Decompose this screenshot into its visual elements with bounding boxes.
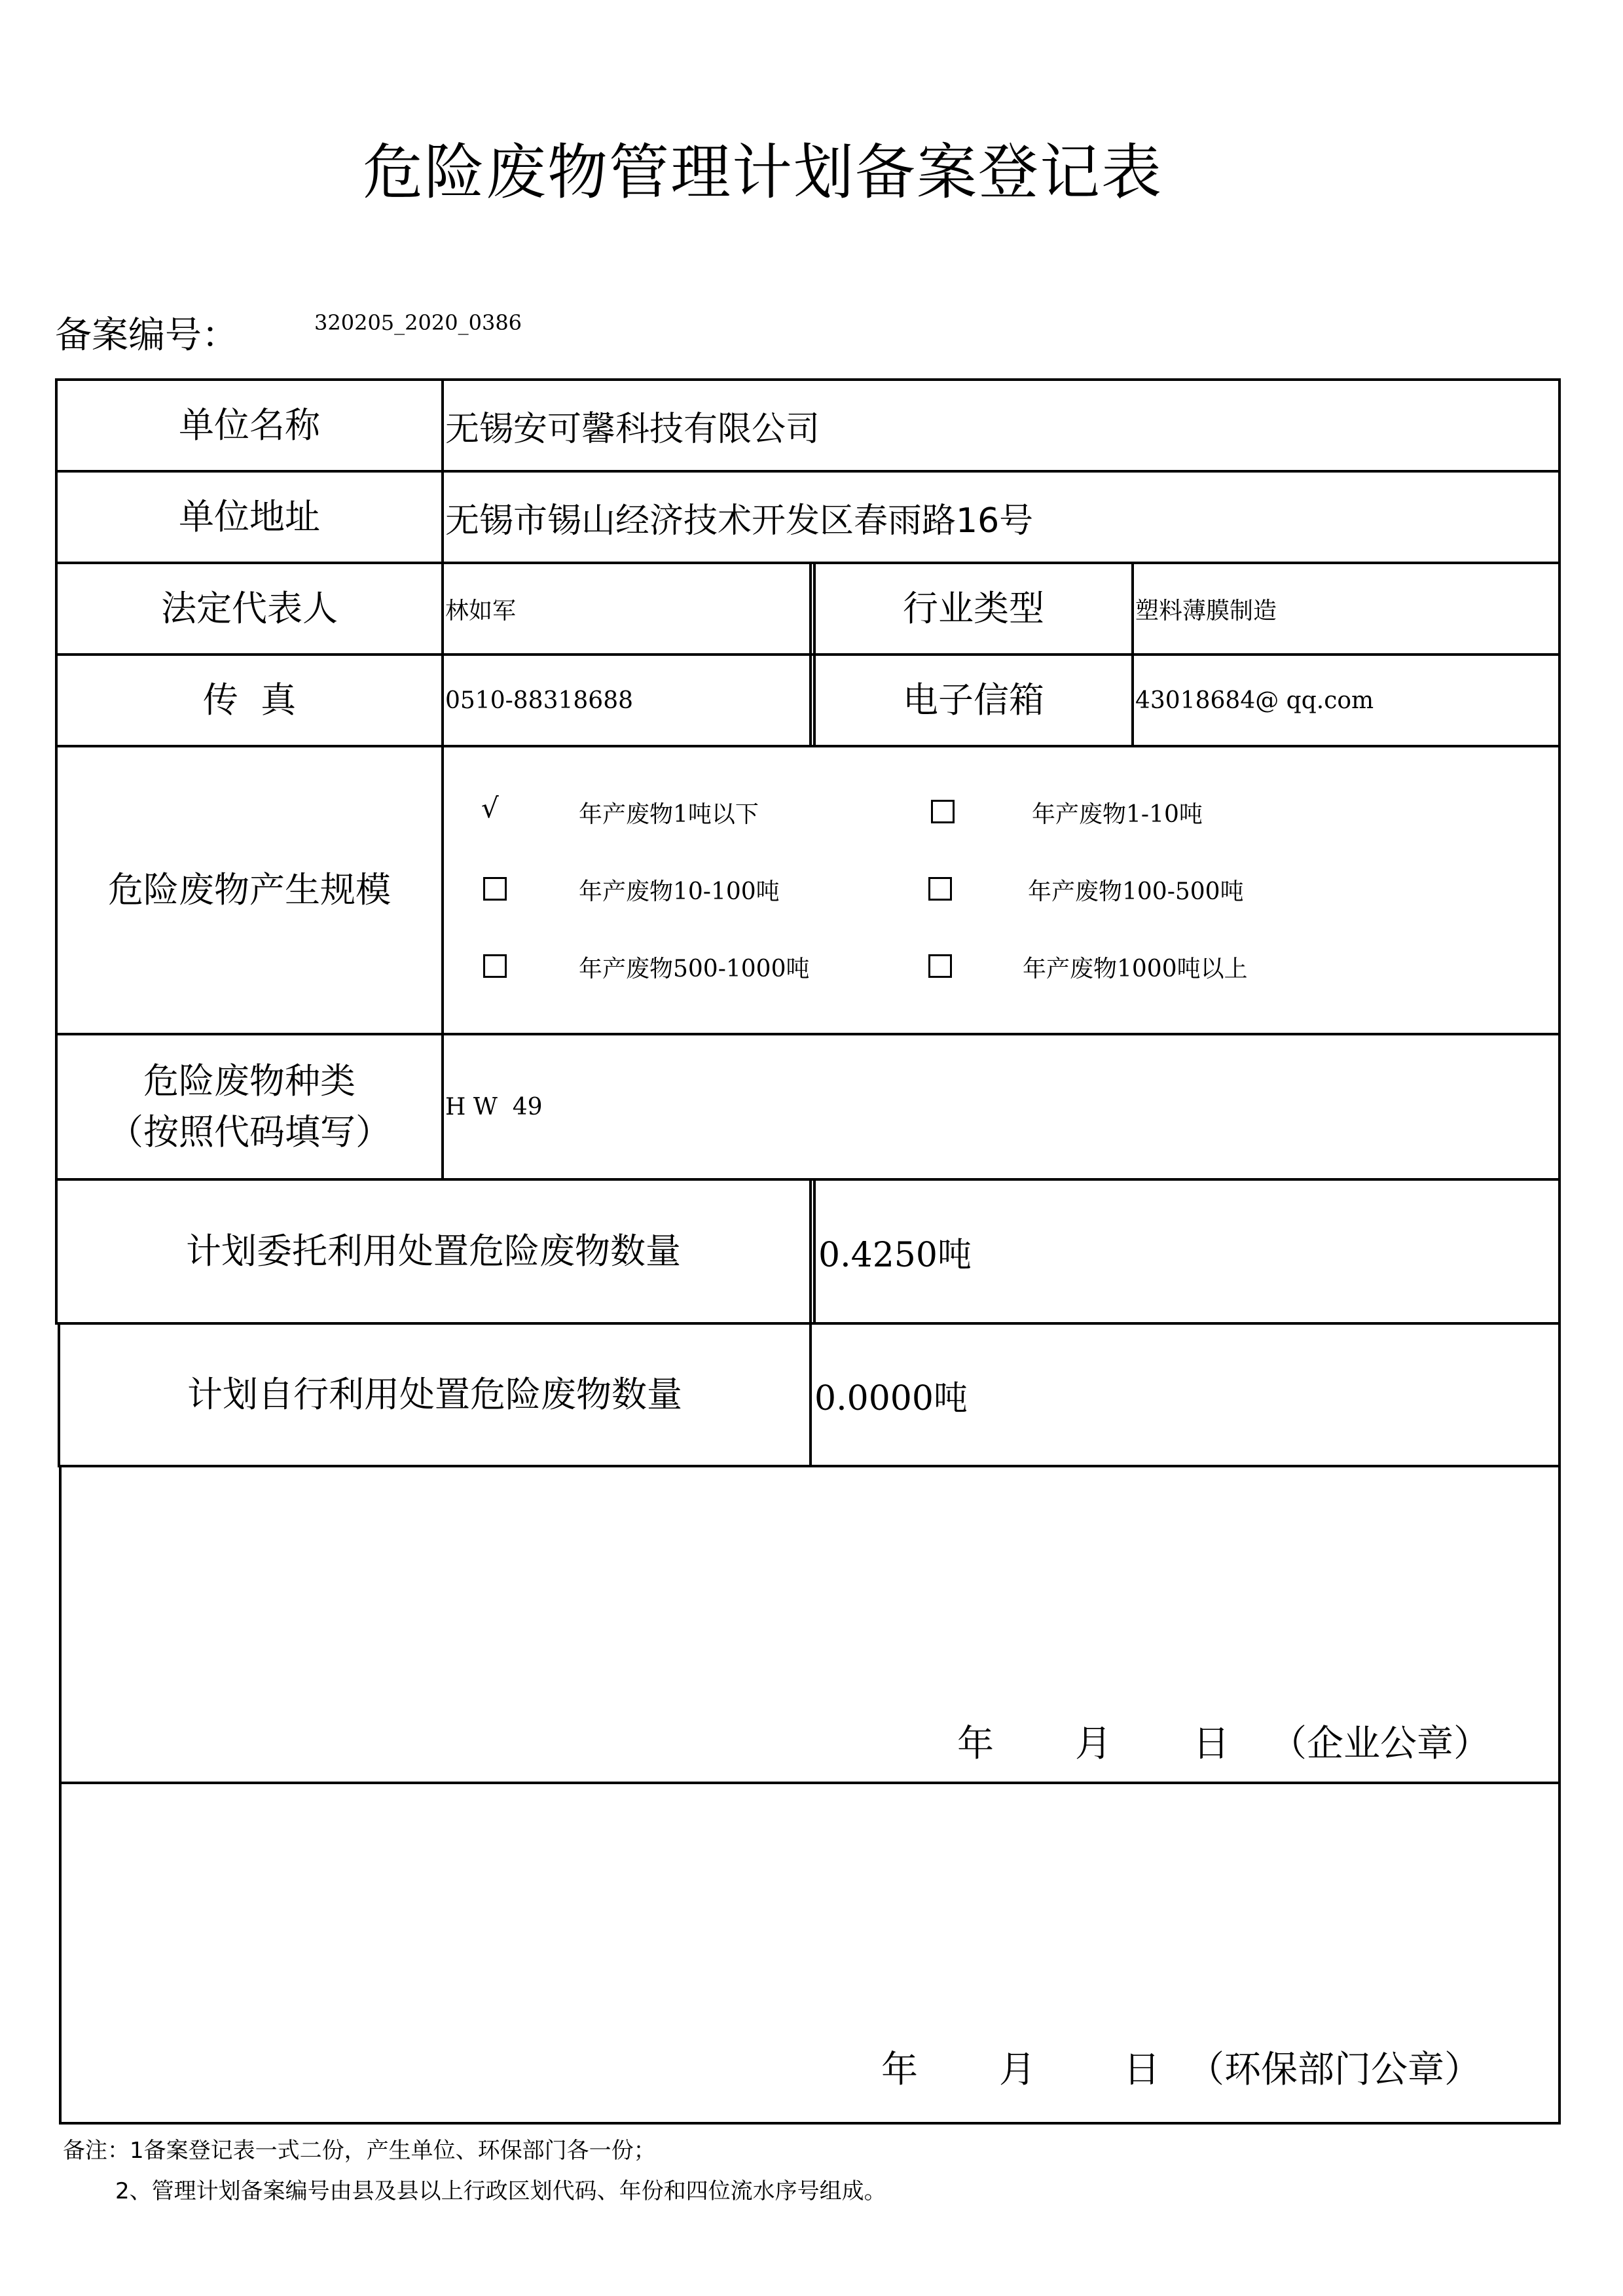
legal-representative-label: 法定代表人 [161, 587, 338, 629]
self-quantity-label: 计划自行利用处置危险废物数量 [187, 1373, 682, 1415]
unit-address-value: 无锡市锡山经济技术开发区春雨路16号 [445, 501, 1034, 541]
epb-seal-note: （环保部门公章） [1188, 2049, 1481, 2091]
remarks-line-1: 备注：1备案登记表一式二份，产生单位、环保部门各一份； [63, 2138, 656, 2164]
remarks-line-2: 2、管理计划备案编号由县及县以上行政区划代码、年份和四位流水序号组成。 [115, 2178, 886, 2204]
record-number-value: 320205_2020_0386 [314, 310, 522, 335]
waste-type-label-line2: （按照代码填写） [108, 1111, 391, 1153]
epb-seal-month: 月 [999, 2049, 1036, 2091]
fax-label: 传 真 [202, 679, 297, 721]
waste-type-label-line1: 危险废物种类 [143, 1060, 356, 1102]
entrusted-quantity-label: 计划委托利用处置危险废物数量 [186, 1230, 681, 1272]
scale-option-label: 年产废物10-100吨 [579, 878, 780, 905]
epb-seal-year: 年 [881, 2049, 918, 2091]
scale-option-label: 年产废物1000吨以上 [1023, 956, 1248, 982]
enterprise-seal-month: 月 [1075, 1723, 1112, 1765]
checkbox[interactable] [483, 877, 507, 901]
fax-value: 0510-88318688 [445, 687, 634, 714]
page-title: 危险废物管理计划备案登记表 [362, 137, 1163, 207]
enterprise-seal-note: （企业公章） [1270, 1723, 1490, 1765]
industry-type-label: 行业类型 [903, 587, 1044, 629]
unit-name-value: 无锡安可馨科技有限公司 [445, 409, 820, 449]
waste-type-value: H W 49 [445, 1093, 543, 1121]
epb-seal-day: 日 [1123, 2049, 1160, 2091]
legal-representative-value: 林如军 [445, 597, 517, 624]
scale-option-label: 年产废物100-500吨 [1028, 878, 1244, 905]
checkbox[interactable] [483, 954, 507, 978]
scale-option-label: 年产废物1吨以下 [579, 801, 759, 828]
checkmark-icon[interactable]: √ [481, 792, 499, 824]
checkbox[interactable] [928, 954, 952, 978]
scale-option-label: 年产废物1-10吨 [1032, 801, 1203, 828]
self-quantity-value: 0.0000吨 [814, 1378, 968, 1418]
enterprise-seal-year: 年 [957, 1723, 994, 1765]
industry-type-value: 塑料薄膜制造 [1135, 597, 1277, 624]
waste-scale-label: 危险废物产生规模 [108, 869, 391, 910]
checkbox[interactable] [928, 877, 952, 901]
waste-type-label [58, 1035, 441, 1178]
checkbox[interactable] [931, 800, 955, 823]
record-number-label: 备案编号： [55, 314, 238, 357]
unit-address-label: 单位地址 [179, 495, 320, 537]
entrusted-quantity-value: 0.4250吨 [818, 1235, 972, 1275]
unit-name-label: 单位名称 [179, 404, 320, 446]
enterprise-seal-day: 日 [1193, 1723, 1230, 1765]
scale-option-label: 年产废物500-1000吨 [579, 956, 810, 982]
email-value: 43018684@ qq.com [1135, 687, 1374, 714]
email-label: 电子信箱 [903, 679, 1044, 721]
